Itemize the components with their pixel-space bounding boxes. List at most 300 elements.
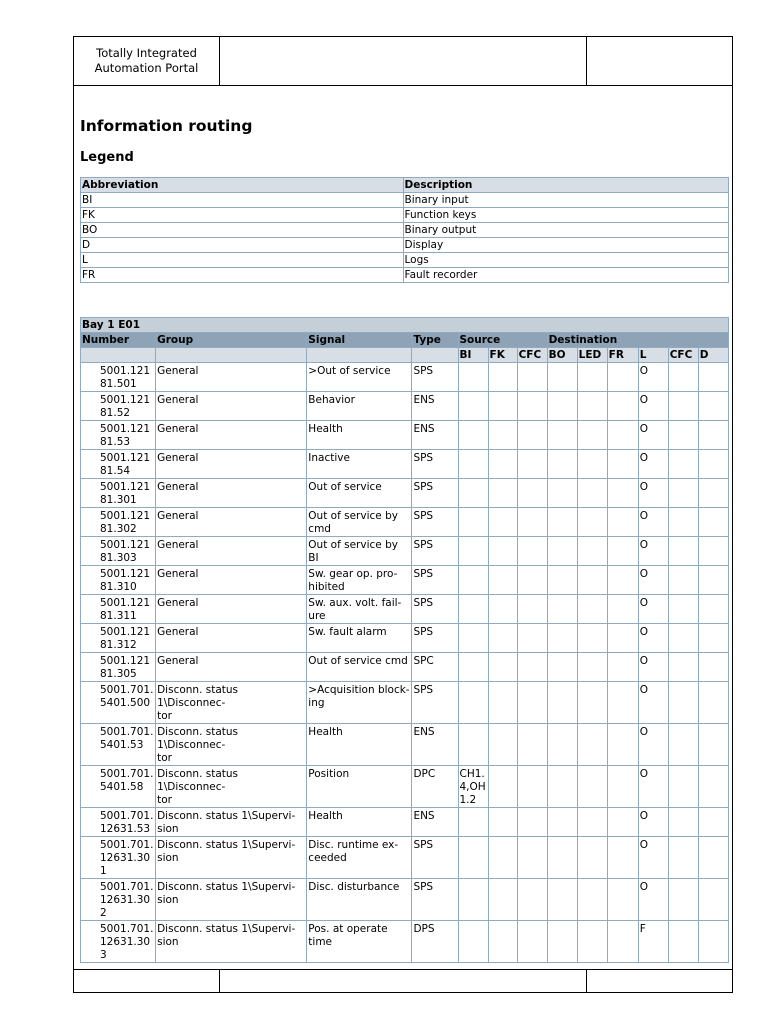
cell-dest-fr [607,566,638,595]
cell-source-bi [458,879,488,921]
cell-dest-led [577,653,607,682]
cell-type: SPS [412,537,458,566]
cell-signal: >Out of service [307,363,412,392]
cell-dest-cfc [668,508,698,537]
cell-group: General [156,450,307,479]
cell-signal: Sw. fault alarm [307,624,412,653]
cell-source-bi [458,392,488,421]
cell-source-bi [458,921,488,963]
cell-dest-bo [547,653,577,682]
footer-cell-left [74,970,220,993]
cell-dest-fr [607,450,638,479]
cell-dest-fr [607,682,638,724]
cell-dest-d [698,566,728,595]
table-row [81,595,729,624]
cell-dest-fr [607,421,638,450]
cell-dest-l: O [638,624,668,653]
cell-source-fk [488,566,517,595]
cell-signal: Health [307,808,412,837]
subheader-fk: FK [488,348,517,363]
cell-source-cfc [517,421,547,450]
cell-dest-cfc [668,450,698,479]
cell-number: 5001.121 81.53 [81,421,156,450]
cell-type: SPS [412,879,458,921]
legend-description: Binary output [403,223,729,238]
cell-type: SPS [412,682,458,724]
legend-abbreviation: BO [81,223,404,238]
col-group: Group [156,333,307,348]
cell-number: 5001.701. 12631.53 [81,808,156,837]
cell-source-bi: CH1. 4,OH 1.2 [458,766,488,808]
cell-source-bi [458,363,488,392]
cell-dest-l: O [638,450,668,479]
cell-dest-l: O [638,537,668,566]
cell-dest-bo [547,682,577,724]
cell-type: ENS [412,724,458,766]
cell-group: Disconn. status 1\Supervi- sion [156,808,307,837]
legend-description: Binary input [403,193,729,208]
subheader-blank [81,348,156,363]
footer-cell-middle [220,970,587,993]
cell-source-fk [488,508,517,537]
cell-type: ENS [412,392,458,421]
cell-group: Disconn. status 1\Supervi- sion [156,879,307,921]
cell-number: 5001.121 81.303 [81,537,156,566]
cell-dest-cfc [668,837,698,879]
cell-dest-d [698,421,728,450]
cell-type: DPC [412,766,458,808]
cell-dest-d [698,921,728,963]
legend-row [81,208,729,223]
subheader-blank [307,348,412,363]
table-row [81,653,729,682]
cell-dest-cfc [668,363,698,392]
table-row [81,624,729,653]
legend-heading: Legend [80,150,134,165]
cell-signal: Out of service by BI [307,537,412,566]
cell-source-fk [488,766,517,808]
cell-dest-bo [547,724,577,766]
cell-number: 5001.121 81.311 [81,595,156,624]
cell-dest-led [577,479,607,508]
cell-dest-fr [607,879,638,921]
cell-dest-led [577,450,607,479]
legend-abbreviation: D [81,238,404,253]
cell-signal: Health [307,724,412,766]
cell-type: ENS [412,808,458,837]
cell-dest-d [698,653,728,682]
col-signal: Signal [307,333,412,348]
table-row [81,363,729,392]
cell-source-fk [488,837,517,879]
cell-dest-cfc [668,879,698,921]
cell-dest-cfc [668,653,698,682]
cell-source-fk [488,808,517,837]
cell-group: General [156,421,307,450]
cell-source-cfc [517,537,547,566]
cell-dest-bo [547,595,577,624]
col-type: Type [412,333,458,348]
cell-dest-cfc [668,766,698,808]
cell-source-cfc [517,392,547,421]
cell-source-cfc [517,808,547,837]
cell-dest-led [577,921,607,963]
cell-source-cfc [517,766,547,808]
legend-row [81,193,729,208]
cell-dest-d [698,837,728,879]
cell-source-fk [488,653,517,682]
cell-dest-fr [607,363,638,392]
cell-dest-l: O [638,363,668,392]
cell-number: 5001.701. 12631.30 3 [81,921,156,963]
legend-description: Function keys [403,208,729,223]
cell-dest-l: O [638,508,668,537]
cell-dest-led [577,421,607,450]
cell-source-fk [488,363,517,392]
cell-group: Disconn. status 1\Disconnec- tor [156,724,307,766]
legend-abbreviation: L [81,253,404,268]
cell-number: 5001.121 81.54 [81,450,156,479]
cell-dest-d [698,766,728,808]
cell-dest-fr [607,508,638,537]
cell-dest-bo [547,624,577,653]
cell-source-cfc [517,508,547,537]
legend-row [81,253,729,268]
cell-signal: Pos. at operate time [307,921,412,963]
cell-group: Disconn. status 1\Disconnec- tor [156,766,307,808]
cell-source-bi [458,624,488,653]
cell-dest-fr [607,808,638,837]
cell-source-bi [458,724,488,766]
bay-title: Bay 1 E01 [81,318,729,333]
cell-dest-fr [607,837,638,879]
cell-dest-bo [547,537,577,566]
cell-source-bi [458,508,488,537]
cell-source-bi [458,808,488,837]
cell-source-cfc [517,921,547,963]
legend-table [80,177,729,283]
cell-dest-l: F [638,921,668,963]
cell-type: SPS [412,508,458,537]
subheader-bo: BO [547,348,577,363]
cell-dest-d [698,682,728,724]
cell-dest-l: O [638,682,668,724]
cell-source-fk [488,879,517,921]
cell-group: Disconn. status 1\Supervi- sion [156,921,307,963]
table-row [81,921,729,963]
cell-type: SPS [412,479,458,508]
cell-type: DPS [412,921,458,963]
cell-dest-d [698,392,728,421]
subheader-cfc-source: CFC [517,348,547,363]
cell-dest-d [698,363,728,392]
page-footer [74,969,732,993]
cell-source-cfc [517,837,547,879]
table-row [81,392,729,421]
cell-signal: Disc. disturbance [307,879,412,921]
cell-source-cfc [517,566,547,595]
cell-dest-d [698,595,728,624]
cell-source-bi [458,421,488,450]
cell-dest-d [698,479,728,508]
cell-signal: Position [307,766,412,808]
cell-source-cfc [517,879,547,921]
cell-dest-bo [547,450,577,479]
cell-dest-bo [547,392,577,421]
cell-dest-l: O [638,808,668,837]
cell-dest-fr [607,724,638,766]
subheader-cfc-destination: CFC [668,348,698,363]
cell-group: General [156,624,307,653]
cell-source-fk [488,724,517,766]
cell-source-fk [488,421,517,450]
product-name: Totally Integrated Automation Portal [74,37,220,85]
cell-dest-l: O [638,724,668,766]
cell-dest-led [577,508,607,537]
cell-group: General [156,537,307,566]
legend-description: Logs [403,253,729,268]
legend-abbreviation: FR [81,268,404,283]
cell-dest-d [698,537,728,566]
cell-source-fk [488,595,517,624]
cell-number: 5001.701. 5401.58 [81,766,156,808]
cell-source-fk [488,537,517,566]
table-row [81,508,729,537]
legend-row [81,238,729,253]
cell-group: Disconn. status 1\Supervi- sion [156,837,307,879]
subheader-bi: BI [458,348,488,363]
cell-type: ENS [412,421,458,450]
cell-dest-l: O [638,479,668,508]
cell-dest-l: O [638,595,668,624]
legend-description: Fault recorder [403,268,729,283]
legend-abbreviation: FK [81,208,404,223]
cell-source-cfc [517,653,547,682]
cell-dest-bo [547,363,577,392]
cell-number: 5001.121 81.310 [81,566,156,595]
cell-dest-d [698,450,728,479]
cell-number: 5001.121 81.501 [81,363,156,392]
cell-dest-l: O [638,837,668,879]
col-number: Number [81,333,156,348]
cell-dest-cfc [668,808,698,837]
cell-dest-bo [547,479,577,508]
cell-source-bi [458,595,488,624]
cell-dest-d [698,879,728,921]
table-row [81,879,729,921]
cell-source-cfc [517,724,547,766]
legend-description: Display [403,238,729,253]
cell-number: 5001.121 81.305 [81,653,156,682]
table-row [81,450,729,479]
cell-source-bi [458,653,488,682]
cell-type: SPS [412,595,458,624]
cell-dest-led [577,808,607,837]
cell-source-cfc [517,624,547,653]
cell-signal: >Acquisition block- ing [307,682,412,724]
cell-type: SPS [412,624,458,653]
cell-source-fk [488,392,517,421]
cell-dest-bo [547,766,577,808]
legend-header-abbreviation: Abbreviation [81,178,404,193]
cell-signal: Sw. gear op. pro- hibited [307,566,412,595]
legend-row [81,268,729,283]
cell-dest-fr [607,921,638,963]
cell-type: SPS [412,566,458,595]
legend-header-description: Description [403,178,729,193]
cell-source-bi [458,566,488,595]
cell-dest-d [698,508,728,537]
cell-signal: Inactive [307,450,412,479]
cell-dest-l: O [638,766,668,808]
cell-type: SPS [412,363,458,392]
cell-dest-led [577,724,607,766]
table-row [81,421,729,450]
cell-dest-fr [607,624,638,653]
subheader-blank [156,348,307,363]
cell-source-fk [488,479,517,508]
subheader-d: D [698,348,728,363]
table-row [81,837,729,879]
cell-dest-l: O [638,653,668,682]
cell-dest-l: O [638,421,668,450]
table-row [81,724,729,766]
table-row [81,566,729,595]
cell-source-cfc [517,363,547,392]
cell-dest-bo [547,508,577,537]
cell-group: General [156,363,307,392]
cell-dest-cfc [668,421,698,450]
cell-signal: Out of service cmd [307,653,412,682]
subheader-l: L [638,348,668,363]
cell-signal: Health [307,421,412,450]
cell-dest-led [577,682,607,724]
cell-dest-led [577,879,607,921]
cell-group: General [156,392,307,421]
cell-dest-cfc [668,566,698,595]
cell-number: 5001.701. 5401.500 [81,682,156,724]
cell-dest-cfc [668,479,698,508]
cell-group: General [156,595,307,624]
cell-type: SPS [412,450,458,479]
cell-source-fk [488,682,517,724]
col-destination: Destination [547,333,728,348]
cell-dest-l: O [638,392,668,421]
cell-dest-led [577,392,607,421]
cell-dest-l: O [638,879,668,921]
cell-source-cfc [517,682,547,724]
cell-dest-bo [547,837,577,879]
cell-number: 5001.121 81.301 [81,479,156,508]
cell-group: General [156,653,307,682]
cell-dest-d [698,724,728,766]
cell-source-cfc [517,479,547,508]
cell-dest-fr [607,537,638,566]
table-row [81,479,729,508]
cell-signal: Sw. aux. volt. fail- ure [307,595,412,624]
cell-dest-d [698,808,728,837]
cell-number: 5001.701. 12631.30 1 [81,837,156,879]
cell-group: General [156,566,307,595]
cell-source-fk [488,450,517,479]
cell-signal: Disc. runtime ex- ceeded [307,837,412,879]
cell-dest-led [577,766,607,808]
cell-dest-cfc [668,624,698,653]
cell-dest-cfc [668,595,698,624]
cell-signal: Behavior [307,392,412,421]
cell-dest-led [577,595,607,624]
table-row [81,682,729,724]
cell-dest-led [577,537,607,566]
cell-dest-d [698,624,728,653]
cell-source-cfc [517,595,547,624]
cell-source-bi [458,450,488,479]
cell-dest-l: O [638,566,668,595]
cell-dest-cfc [668,682,698,724]
cell-dest-led [577,363,607,392]
subheader-led: LED [577,348,607,363]
cell-number: 5001.121 81.52 [81,392,156,421]
cell-dest-cfc [668,392,698,421]
table-row [81,766,729,808]
cell-dest-fr [607,392,638,421]
cell-source-bi [458,682,488,724]
cell-dest-fr [607,479,638,508]
cell-dest-bo [547,879,577,921]
cell-dest-bo [547,921,577,963]
cell-dest-cfc [668,921,698,963]
legend-abbreviation: BI [81,193,404,208]
cell-dest-fr [607,653,638,682]
page-header [74,37,732,86]
cell-source-bi [458,479,488,508]
cell-dest-fr [607,766,638,808]
cell-type: SPC [412,653,458,682]
cell-dest-cfc [668,724,698,766]
cell-source-cfc [517,450,547,479]
subheader-blank [412,348,458,363]
cell-dest-led [577,566,607,595]
cell-signal: Out of service [307,479,412,508]
cell-group: General [156,479,307,508]
cell-source-fk [488,624,517,653]
cell-number: 5001.121 81.302 [81,508,156,537]
cell-dest-bo [547,566,577,595]
cell-dest-fr [607,595,638,624]
cell-source-fk [488,921,517,963]
cell-number: 5001.701. 5401.53 [81,724,156,766]
cell-dest-bo [547,421,577,450]
cell-number: 5001.701. 12631.30 2 [81,879,156,921]
cell-source-bi [458,537,488,566]
legend-row [81,223,729,238]
subheader-fr: FR [607,348,638,363]
header-title-cell [220,37,587,85]
table-row [81,808,729,837]
cell-type: SPS [412,837,458,879]
col-source: Source [458,333,547,348]
cell-signal: Out of service by cmd [307,508,412,537]
cell-dest-led [577,837,607,879]
cell-dest-cfc [668,537,698,566]
cell-dest-bo [547,808,577,837]
page-title: Information routing [80,117,253,135]
cell-group: General [156,508,307,537]
cell-source-bi [458,837,488,879]
cell-number: 5001.121 81.312 [81,624,156,653]
cell-dest-led [577,624,607,653]
table-row [81,537,729,566]
